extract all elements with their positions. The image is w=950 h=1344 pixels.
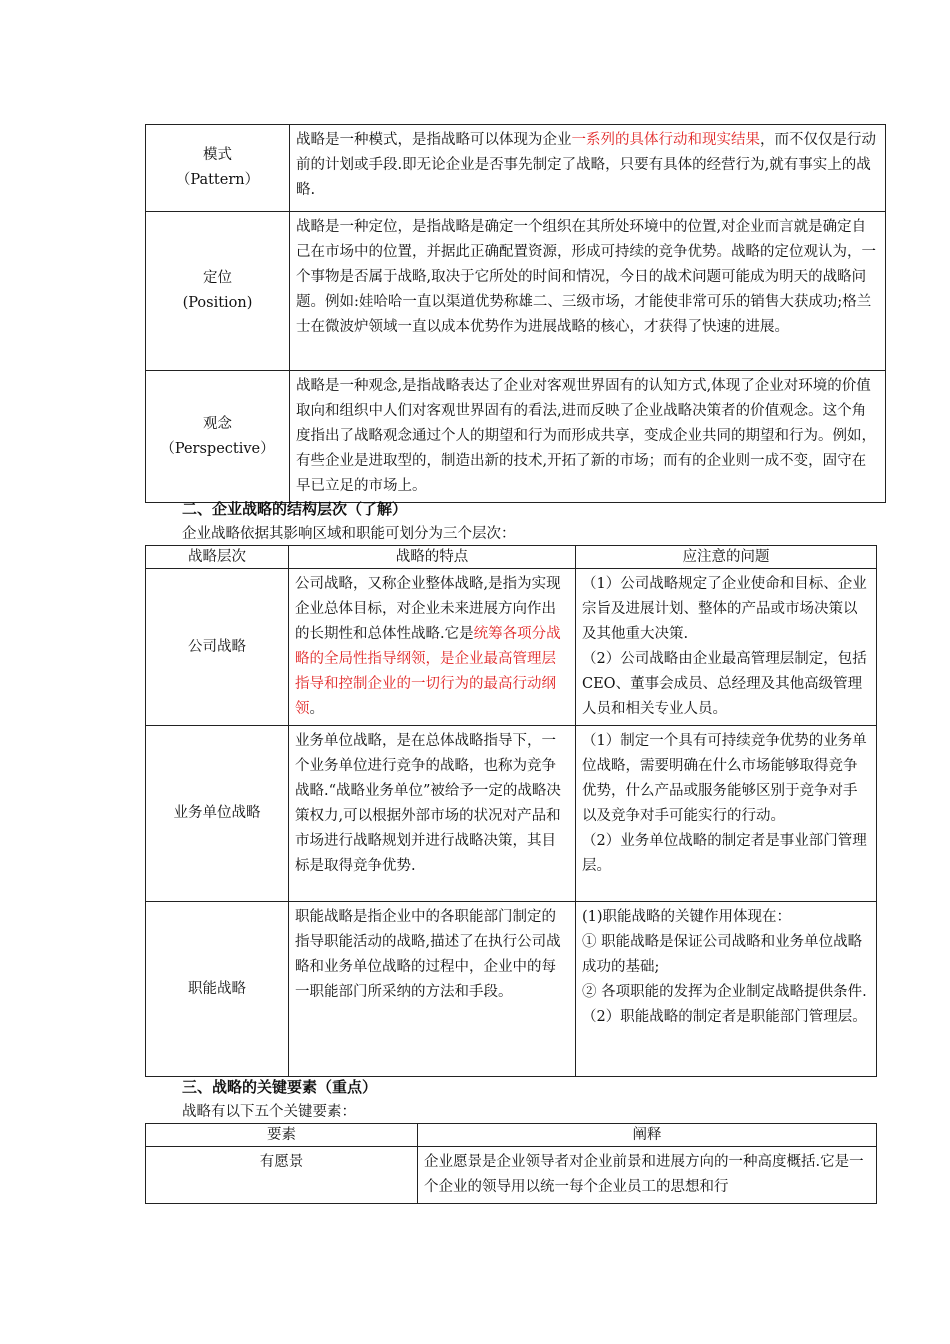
desc-text: ，而不仅仅是行动前的计划或手段.即无论企业是否事先制定了战略，只要有具体的经营行为,就有事实上的战略. [296,132,876,198]
element-name: 有愿景 [146,1147,418,1204]
level-name: 公司战略 [146,569,289,726]
level-feature [289,569,576,726]
row-description [290,125,886,212]
table-row [146,212,886,371]
column-header: 战略的特点 [289,546,576,569]
table-row [146,902,877,1077]
row-label [146,212,290,371]
row-label [146,125,290,212]
row-name: 定位 [203,270,232,286]
issue-item: (1)职能战略的关键作用体现在： [582,909,792,925]
feature-text: 公司战略，又称企业整体战略,是指为实现企业总体目标，对企业未来进展方向作出的长期性和总体性战略.它是 [295,576,561,642]
row-name: 模式 [203,147,232,163]
issue-item: （2）公司战略由企业最高管理层制定，包括CEO、董事会成员、总经理及其他高级管理人员和相关专业人员。 [582,651,867,717]
section-heading: 二、企业战略的结构层次（了解） [182,500,408,518]
level-name: 业务单位战略 [146,726,289,902]
table-row [146,569,877,726]
section-intro: 战略有以下五个关键要素： [182,1104,356,1120]
level-issues [576,569,877,726]
table-row [146,1147,877,1204]
strategy-definition-table [145,124,886,503]
column-header: 战略层次 [146,546,289,569]
level-feature: 业务单位战略，是在总体战略指导下，一个业务单位进行竞争的战略，也称为竞争战略.“战略业务单位”被给予一定的战略决策权力,可以根据外部市场的状况对产品和市场进行战略规划并进行战略决策，其目标是取得竞争优势. [289,726,576,902]
row-description: 战略是一种定位，是指战略是确定一个组织在其所处环境中的位置,对企业而言就是确定自己在市场中的位置，并据此正确配置资源，形成可持续的竞争优势。战略的定位观认为，一个事物是否属于战略,取决于它所处的时间和情况，今日的战术问题可能成为明天的战略问题。例如:娃哈哈一直以渠道优势称雄二、三级市场，才能使非常可乐的销售大获成功;格兰士在微波炉领域一直以成本优势作为进展战略的核心，才获得了快速的进展。 [290,212,886,371]
issue-item: ① 职能战略是保证公司战略和业务单位战略成功的基础; [582,934,863,975]
table-row [146,371,886,503]
strategy-levels-table [145,545,877,1077]
row-english: （Pattern） [175,172,260,188]
column-header: 应注意的问题 [576,546,877,569]
table-header-row [146,546,877,569]
table-row [146,125,886,212]
issue-item: （2）职能战略的制定者是职能部门管理层。 [582,1009,867,1025]
section-intro: 企业战略依据其影响区域和职能可划分为三个层次： [182,526,516,542]
level-issues [576,902,877,1077]
key-elements-table [145,1123,877,1204]
table-row [146,726,877,902]
element-explanation: 企业愿景是企业领导者对企业前景和进展方向的一种高度概括.它是一个企业的领导用以统一每个企业员工的思想和行 [418,1147,877,1204]
column-header: 阐释 [418,1124,877,1147]
row-english: (Position) [182,295,253,311]
issue-item: （1）公司战略规定了企业使命和目标、企业宗旨及进展计划、整体的产品或市场决策以及其他重大决策. [582,576,867,642]
level-name: 职能战略 [146,902,289,1077]
row-name: 观念 [203,415,232,432]
row-english: （Perspective） [160,440,275,457]
desc-text: 战略是一种模式，是指战略可以体现为企业 [296,132,572,148]
column-header: 要素 [146,1124,418,1147]
issue-item: （1）制定一个具有可持续竞争优势的业务单位战略，需要明确在什么市场能够取得竞争优势，什么产品或服务能够区别于竞争对手以及竞争对手可能实行的行动。 [582,733,867,824]
table-header-row [146,1124,877,1147]
feature-text: 。 [309,701,324,717]
section-heading: 三、战略的关键要素（重点） [182,1078,378,1096]
row-label [146,371,290,503]
feature-highlight: 统筹各项分战略的全局性指导纲领，是企业最高管理层指导和控制企业的一切行为的最高行动纲领 [295,626,561,717]
issue-item: （2）业务单位战略的制定者是事业部门管理层。 [582,833,867,874]
desc-highlight: 一系列的具体行动和现实结果 [571,132,760,148]
level-feature: 职能战略是指企业中的各职能部门制定的指导职能活动的战略,描述了在执行公司战略和业务单位战略的过程中，企业中的每一职能部门所采纳的方法和手段。 [289,902,576,1077]
level-issues [576,726,877,902]
row-description: 战略是一种观念,是指战略表达了企业对客观世界固有的认知方式,体现了企业对环境的价值取向和组织中人们对客观世界固有的看法,进而反映了企业战略决策者的价值观念。这个角度指出了战略观念通过个人的期望和行为而形成共享，变成企业共同的期望和行为。例如，有些企业是进取型的，制造出新的技术,开拓了新的市场；而有的企业则一成不变，固守在早已立足的市场上。 [290,371,886,503]
issue-item: ② 各项职能的发挥为企业制定战略提供条件. [582,984,867,1000]
